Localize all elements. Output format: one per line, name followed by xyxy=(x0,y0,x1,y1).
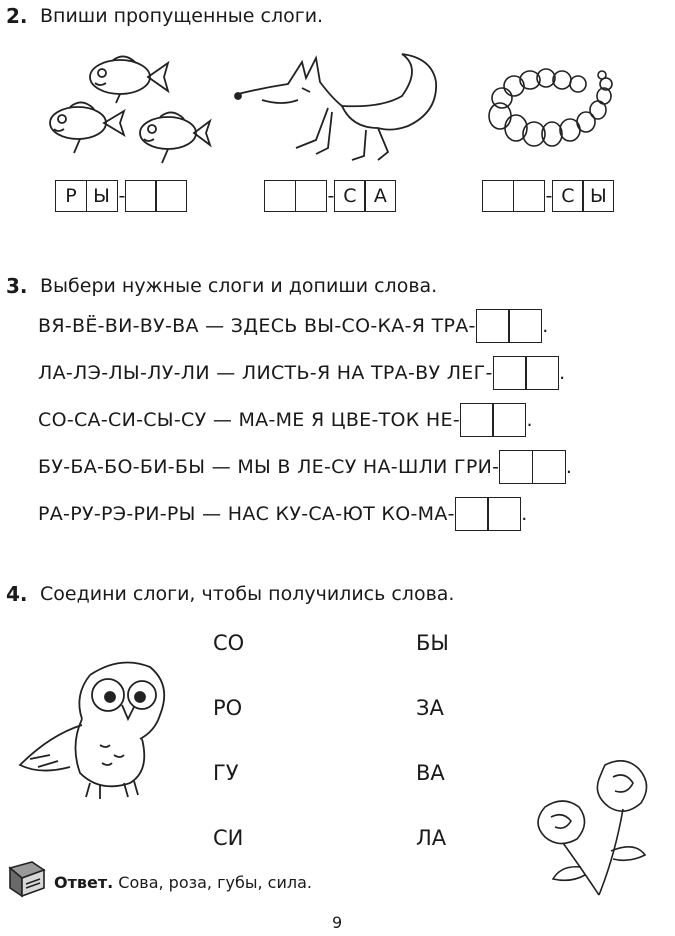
task3-line xyxy=(38,356,565,390)
empty-cell[interactable] xyxy=(155,180,187,212)
syllable-options: РА-РУ-РЭ-РИ-РЫ xyxy=(38,503,196,525)
answer-cell[interactable] xyxy=(525,356,559,390)
hyphen: - xyxy=(327,185,335,207)
answer-cell[interactable] xyxy=(487,497,521,531)
syllable-options: ВЯ-ВЁ-ВИ-ВУ-ВА xyxy=(38,315,199,337)
left-syllable[interactable]: РО xyxy=(213,696,243,720)
phrase: ЗДЕСЬ ВЫ-СО-КА-Я ТРА- xyxy=(230,315,476,337)
letter-cell: Ы xyxy=(86,180,118,212)
syllable-options: СО-СА-СИ-СЫ-СУ xyxy=(38,409,207,431)
task4-heading: Соедини слоги, чтобы получились слова. xyxy=(40,583,455,605)
long-dash: — xyxy=(216,362,236,384)
left-syllable[interactable]: СО xyxy=(213,631,245,655)
long-dash: — xyxy=(211,456,231,478)
syllable-options: ЛА-ЛЭ-ЛЫ-ЛУ-ЛИ xyxy=(38,362,210,384)
task3-number: 3. xyxy=(6,274,28,298)
answer-cell[interactable] xyxy=(493,356,527,390)
answer-cell[interactable] xyxy=(499,450,533,484)
letter-cell: Ы xyxy=(582,180,614,212)
empty-cell[interactable] xyxy=(264,180,296,212)
task3-line xyxy=(38,403,533,437)
task2-number: 2. xyxy=(6,4,28,28)
right-syllable[interactable]: ЗА xyxy=(416,696,444,720)
answer-label: Ответ. xyxy=(54,873,114,892)
fish-icon xyxy=(40,55,210,170)
task3-line xyxy=(38,497,528,531)
long-dash: — xyxy=(202,503,222,525)
task3-heading: Выбери нужные слоги и допиши слова. xyxy=(40,275,438,297)
answer-cell[interactable] xyxy=(492,403,526,437)
right-syllable[interactable]: БЫ xyxy=(416,631,449,655)
syllable-boxes-beads xyxy=(482,179,614,213)
task2-heading: Впиши пропущенные слоги. xyxy=(40,5,324,27)
hyphen: - xyxy=(545,185,553,207)
syllable-options: БУ-БА-БО-БИ-БЫ xyxy=(38,456,206,478)
hyphen: - xyxy=(118,185,126,207)
answer-cell[interactable] xyxy=(476,309,510,343)
page-number: 9 xyxy=(332,913,343,932)
right-syllable[interactable]: ЛА xyxy=(416,826,447,850)
empty-cell[interactable] xyxy=(295,180,327,212)
empty-cell[interactable] xyxy=(125,180,157,212)
period: . xyxy=(526,409,533,431)
answer-cell[interactable] xyxy=(532,450,566,484)
answer-cell[interactable] xyxy=(455,497,489,531)
syllable-boxes-fox xyxy=(264,179,396,213)
roses-icon xyxy=(515,755,665,905)
phrase: ЛИСТЬ-Я НА ТРА-ВУ ЛЕГ- xyxy=(241,362,493,384)
answer-cell[interactable] xyxy=(508,309,542,343)
period: . xyxy=(521,503,528,525)
period: . xyxy=(565,456,573,478)
fox-icon xyxy=(232,48,442,166)
left-syllable[interactable]: ГУ xyxy=(213,761,239,785)
period: . xyxy=(559,362,566,384)
letter-cell: А xyxy=(364,180,396,212)
letter-cell: Р xyxy=(55,180,87,212)
phrase: МА-МЕ Я ЦВЕ-ТОК НЕ- xyxy=(238,409,460,431)
right-syllable[interactable]: ВА xyxy=(416,761,445,785)
empty-cell[interactable] xyxy=(513,180,545,212)
beads-icon xyxy=(486,72,626,148)
period: . xyxy=(542,315,549,337)
answer-cell[interactable] xyxy=(460,403,494,437)
long-dash: — xyxy=(212,409,233,431)
letter-cell: С xyxy=(552,180,584,212)
task3-line xyxy=(38,450,572,484)
syllable-boxes-fish xyxy=(55,179,187,213)
phrase: НАС КУ-СА-ЮТ КО-МА- xyxy=(227,503,455,525)
book-icon xyxy=(6,860,48,898)
empty-cell[interactable] xyxy=(482,180,514,212)
long-dash: — xyxy=(205,315,225,337)
phrase: МЫ В ЛЕ-СУ НА-ШЛИ ГРИ- xyxy=(237,456,500,478)
letter-cell: С xyxy=(334,180,366,212)
task4-number: 4. xyxy=(6,582,28,606)
left-syllable[interactable]: СИ xyxy=(213,826,244,850)
task3-line xyxy=(38,309,549,343)
owl-icon xyxy=(10,655,180,805)
answer-text: Сова, роза, губы, сила. xyxy=(118,873,312,892)
answer-line xyxy=(54,873,312,892)
